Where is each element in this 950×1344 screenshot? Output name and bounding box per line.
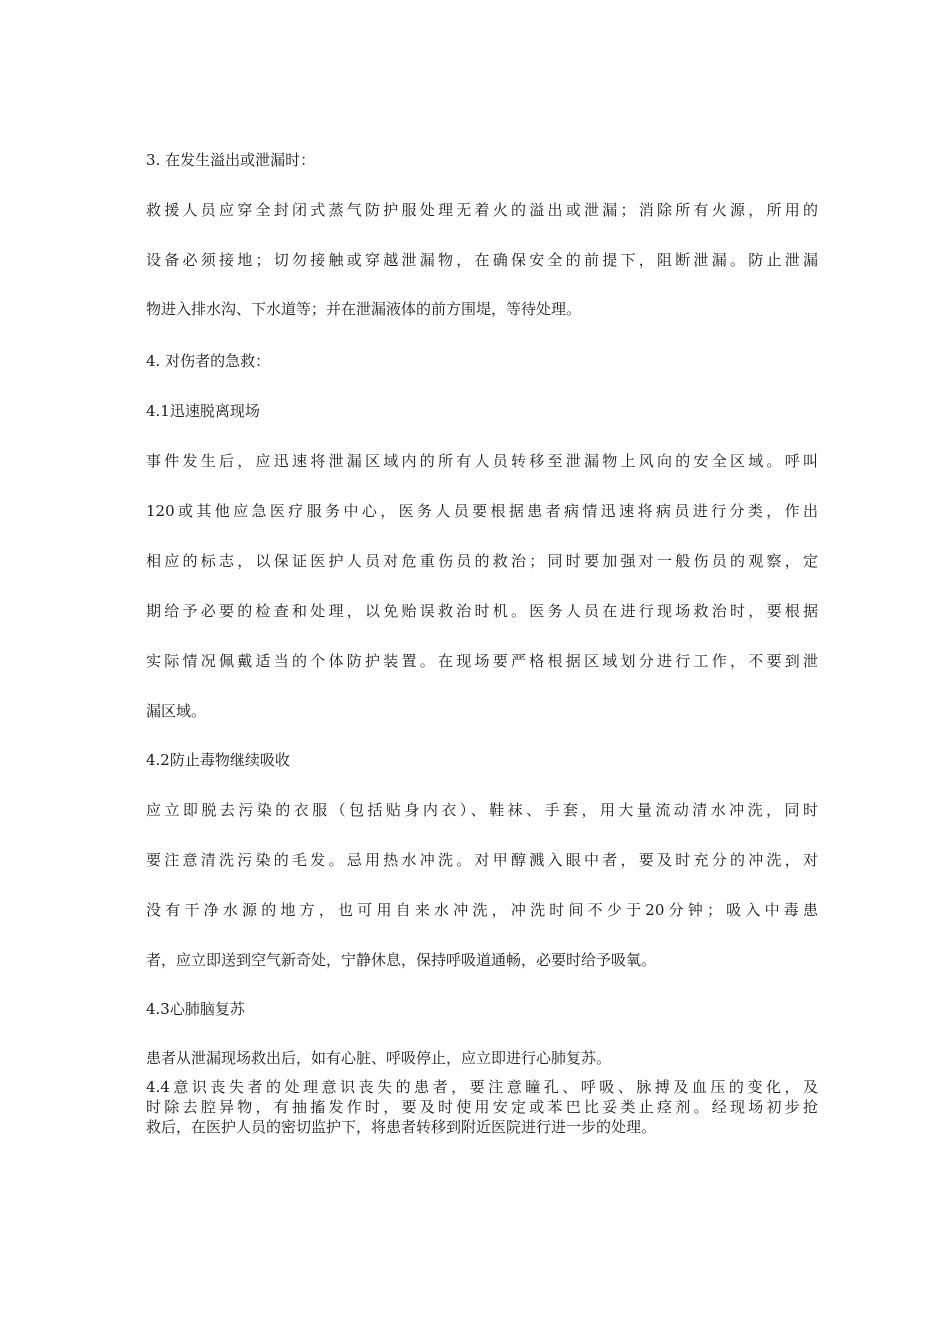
section-3-line-1: 救援人员应穿全封闭式蒸气防护服处理无着火的溢出或泄漏；消除所有火源，所用的 (146, 201, 818, 219)
subsection-4-2-line-4: 者，应立即送到空气新奇处，宁静休息，保持呼吸道通畅，必要时给予吸氧。 (146, 951, 657, 969)
subsection-4-3-heading: 4.3心肺脑复苏 (146, 1000, 245, 1018)
section-3-heading: 3. 在发生溢出或泄漏时： (146, 151, 316, 169)
section-3-line-2: 设备必须接地；切勿接触或穿越泄漏物，在确保安全的前提下，阻断泄漏。防止泄漏 (146, 251, 818, 269)
subsection-4-1-line-5: 实际情况佩戴适当的个体防护装置。在现场要严格根据区域划分进行工作，不要到泄 (146, 652, 818, 670)
subsection-4-4-line-1: 4.4意识丧失者的处理意识丧失的患者，要注意瞳孔、呼吸、脉搏及血压的变化，及 (146, 1078, 818, 1096)
subsection-4-1-heading: 4.1迅速脱离现场 (146, 402, 260, 420)
subsection-4-2-line-1: 应立即脱去污染的衣服（包括贴身内衣）、鞋袜、手套，用大量流动清水冲洗，同时 (146, 801, 818, 819)
subsection-4-1-line-4: 期给予必要的检查和处理，以免贻误救治时机。医务人员在进行现场救治时，要根据 (146, 602, 818, 620)
subsection-4-3-line: 患者从泄漏现场救出后，如有心脏、呼吸停止，应立即进行心肺复苏。 (146, 1049, 612, 1067)
subsection-4-1-line-3: 相应的标志，以保证医护人员对危重伤员的救治；同时要加强对一般伤员的观察，定 (146, 552, 818, 570)
subsection-4-4-line-3: 救后，在医护人员的密切监护下，将患者转移到附近医院进行进一步的处理。 (146, 1118, 657, 1136)
subsection-4-2-line-3: 没有干净水源的地方，也可用自来水冲洗，冲洗时间不少于20分钟；吸入中毒患 (146, 901, 818, 919)
section-3-line-3: 物进入排水沟、下水道等；并在泄漏液体的前方围堤，等待处理。 (146, 300, 582, 318)
subsection-4-2-line-2: 要注意清洗污染的毛发。忌用热水冲洗。对甲醇溅入眼中者，要及时充分的冲洗，对 (146, 851, 818, 869)
subsection-4-4-line-2: 时除去腔异物，有抽搐发作时，要及时使用安定或苯巴比妥类止痉剂。经现场初步抢 (146, 1098, 818, 1116)
section-4-heading: 4. 对伤者的急救： (146, 352, 271, 370)
subsection-4-1-line-2: 120或其他应急医疗服务中心，医务人员要根据患者病情迅速将病员进行分类，作出 (146, 502, 818, 520)
subsection-4-2-heading: 4.2防止毒物继续吸收 (146, 751, 290, 769)
subsection-4-1-line-1: 事件发生后，应迅速将泄漏区域内的所有人员转移至泄漏物上风向的安全区域。呼叫 (146, 452, 818, 470)
subsection-4-1-line-6: 漏区域。 (146, 702, 207, 720)
